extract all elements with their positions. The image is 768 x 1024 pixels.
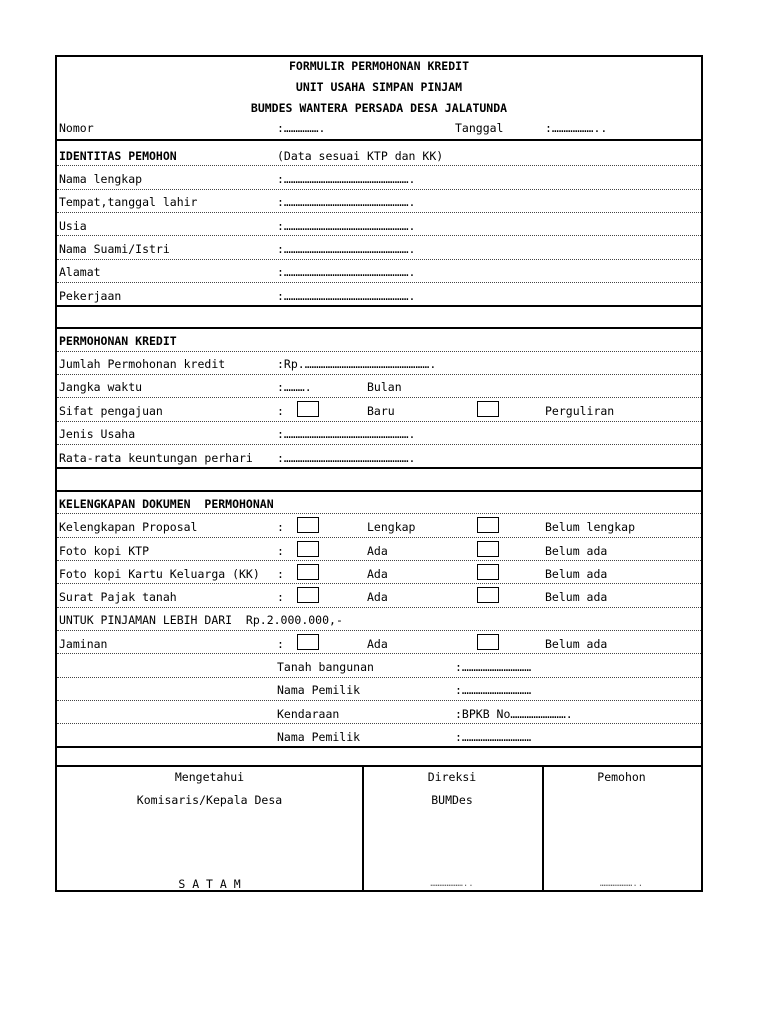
divider bbox=[57, 165, 701, 166]
tanggal-field[interactable]: :……………….. bbox=[545, 121, 608, 135]
nama-lengkap-field[interactable]: :………………………………………………. bbox=[277, 172, 416, 186]
jaminan-belum-checkbox[interactable] bbox=[477, 634, 499, 650]
jenis-usaha-label: Jenis Usaha bbox=[59, 427, 136, 441]
jangka-field[interactable]: :………. bbox=[277, 380, 312, 394]
tanggal-label: Tanggal bbox=[455, 121, 504, 135]
alamat-label: Alamat bbox=[59, 265, 101, 279]
divider bbox=[57, 583, 701, 584]
nomor-field[interactable]: :……………. bbox=[277, 121, 326, 135]
divider bbox=[57, 607, 701, 608]
rata-keuntungan-label: Rata-rata keuntungan perhari bbox=[59, 451, 253, 465]
jumlah-label: Jumlah Permohonan kredit bbox=[59, 357, 226, 371]
komisaris-label: Komisaris/Kepala Desa bbox=[136, 793, 283, 807]
permohonan-title: PERMOHONAN KREDIT bbox=[59, 334, 177, 348]
bumdes-label: BUMDes bbox=[431, 793, 473, 807]
direksi-signature-field[interactable]: ……………….. bbox=[430, 879, 474, 889]
divider bbox=[57, 653, 701, 654]
pajak-colon: : bbox=[277, 590, 284, 604]
divider bbox=[57, 212, 701, 213]
divider bbox=[57, 630, 701, 631]
sifat-label: Sifat pengajuan bbox=[59, 404, 163, 418]
divider bbox=[57, 259, 701, 260]
perguliran-label: Perguliran bbox=[545, 404, 615, 418]
tempat-lahir-field[interactable]: :………………………………………………. bbox=[277, 195, 416, 209]
divider bbox=[57, 560, 701, 561]
divider bbox=[57, 139, 701, 141]
divider bbox=[57, 513, 701, 514]
tanah-bangunan-field[interactable]: :………………………… bbox=[455, 660, 532, 674]
alamat-field[interactable]: :………………………………………………. bbox=[277, 265, 416, 279]
proposal-label: Kelengkapan Proposal bbox=[59, 520, 198, 534]
proposal-lengkap-label: Lengkap bbox=[367, 520, 416, 534]
bpkb-field[interactable]: :BPKB No……………………. bbox=[455, 707, 573, 721]
kk-belum-checkbox[interactable] bbox=[477, 564, 499, 580]
jaminan-colon: : bbox=[277, 637, 284, 651]
ktp-ada-checkbox[interactable] bbox=[297, 541, 319, 557]
ktp-belum-label: Belum ada bbox=[545, 544, 608, 558]
form-organization: BUMDES WANTERA PERSADA DESA JALATUNDA bbox=[250, 101, 508, 115]
kk-label: Foto kopi Kartu Keluarga (KK) bbox=[59, 567, 260, 581]
divider bbox=[57, 397, 701, 398]
tempat-lahir-label: Tempat,tanggal lahir bbox=[59, 195, 198, 209]
kk-colon: : bbox=[277, 567, 284, 581]
jaminan-ada-checkbox[interactable] bbox=[297, 634, 319, 650]
identitas-title: IDENTITAS PEMOHON bbox=[59, 149, 177, 163]
divider bbox=[57, 723, 701, 724]
proposal-belum-label: Belum lengkap bbox=[545, 520, 636, 534]
nama-pemilik-label: Nama Pemilik bbox=[277, 683, 361, 697]
usia-field[interactable]: :………………………………………………. bbox=[277, 219, 416, 233]
divider bbox=[57, 677, 701, 678]
divider bbox=[57, 490, 701, 492]
kendaraan-label: Kendaraan bbox=[277, 707, 340, 721]
jumlah-field[interactable]: :Rp.………………………………………………. bbox=[277, 357, 437, 371]
kk-belum-label: Belum ada bbox=[545, 567, 608, 581]
divider bbox=[57, 444, 701, 445]
pajak-belum-checkbox[interactable] bbox=[477, 587, 499, 603]
pajak-ada-label: Ada bbox=[367, 590, 388, 604]
pajak-ada-checkbox[interactable] bbox=[297, 587, 319, 603]
ktp-belum-checkbox[interactable] bbox=[477, 541, 499, 557]
untuk-pinjaman-note: UNTUK PINJAMAN LEBIH DARI Rp.2.000.000,- bbox=[59, 613, 343, 627]
proposal-colon: : bbox=[277, 520, 284, 534]
divider bbox=[57, 374, 701, 375]
divider bbox=[57, 746, 701, 748]
pemohon-signature-field[interactable]: ……………….. bbox=[599, 879, 644, 889]
nama-suami-istri-field[interactable]: :………………………………………………. bbox=[277, 242, 416, 256]
form-title: FORMULIR PERMOHONAN KREDIT bbox=[288, 59, 469, 73]
divider bbox=[57, 305, 701, 307]
divider bbox=[57, 421, 701, 422]
pajak-label: Surat Pajak tanah bbox=[59, 590, 177, 604]
nama-lengkap-label: Nama lengkap bbox=[59, 172, 143, 186]
ktp-ada-label: Ada bbox=[367, 544, 388, 558]
usia-label: Usia bbox=[59, 219, 87, 233]
mengetahui-label: Mengetahui bbox=[174, 770, 245, 784]
baru-checkbox[interactable] bbox=[297, 401, 319, 417]
jenis-usaha-field[interactable]: :………………………………………………. bbox=[277, 427, 416, 441]
divider bbox=[57, 327, 701, 329]
nama-suami-istri-label: Nama Suami/Istri bbox=[59, 242, 170, 256]
pekerjaan-label: Pekerjaan bbox=[59, 289, 122, 303]
identitas-note: (Data sesuai KTP dan KK) bbox=[277, 149, 444, 163]
ktp-label: Foto kopi KTP bbox=[59, 544, 150, 558]
kelengkapan-title: KELENGKAPAN DOKUMEN PERMOHONAN bbox=[59, 497, 274, 511]
divider bbox=[57, 282, 701, 283]
pajak-belum-label: Belum ada bbox=[545, 590, 608, 604]
satam-name: S A T A M bbox=[178, 877, 241, 891]
jaminan-belum-label: Belum ada bbox=[545, 637, 608, 651]
divider bbox=[57, 765, 701, 767]
form-subtitle: UNIT USAHA SIMPAN PINJAM bbox=[295, 80, 463, 94]
tanah-bangunan-label: Tanah bangunan bbox=[277, 660, 374, 674]
divider bbox=[57, 189, 701, 190]
direksi-label: Direksi bbox=[427, 770, 477, 784]
baru-label: Baru bbox=[367, 404, 395, 418]
sifat-colon: : bbox=[277, 404, 284, 418]
nama-pemilik-field[interactable]: :………………………… bbox=[455, 683, 532, 697]
divider bbox=[57, 467, 701, 469]
divider bbox=[57, 537, 701, 538]
nama-pemilik-kendaraan-field[interactable]: :………………………… bbox=[455, 730, 532, 744]
rata-keuntungan-field[interactable]: :………………………………………………. bbox=[277, 451, 416, 465]
ktp-colon: : bbox=[277, 544, 284, 558]
pemohon-label: Pemohon bbox=[597, 770, 646, 784]
proposal-lengkap-checkbox[interactable] bbox=[297, 517, 319, 533]
jangka-unit: Bulan bbox=[367, 380, 402, 394]
jangka-label: Jangka waktu bbox=[59, 380, 143, 394]
divider bbox=[57, 700, 701, 701]
perguliran-checkbox[interactable] bbox=[477, 401, 499, 417]
credit-application-form bbox=[55, 55, 703, 892]
kk-ada-checkbox[interactable] bbox=[297, 564, 319, 580]
proposal-belum-checkbox[interactable] bbox=[477, 517, 499, 533]
kk-ada-label: Ada bbox=[367, 567, 388, 581]
nama-pemilik-kendaraan-label: Nama Pemilik bbox=[277, 730, 361, 744]
divider bbox=[57, 235, 701, 236]
divider bbox=[57, 351, 701, 352]
jaminan-label: Jaminan bbox=[59, 637, 108, 651]
nomor-label: Nomor bbox=[59, 121, 94, 135]
jaminan-ada-label: Ada bbox=[367, 637, 388, 651]
pekerjaan-field[interactable]: :………………………………………………. bbox=[277, 289, 416, 303]
